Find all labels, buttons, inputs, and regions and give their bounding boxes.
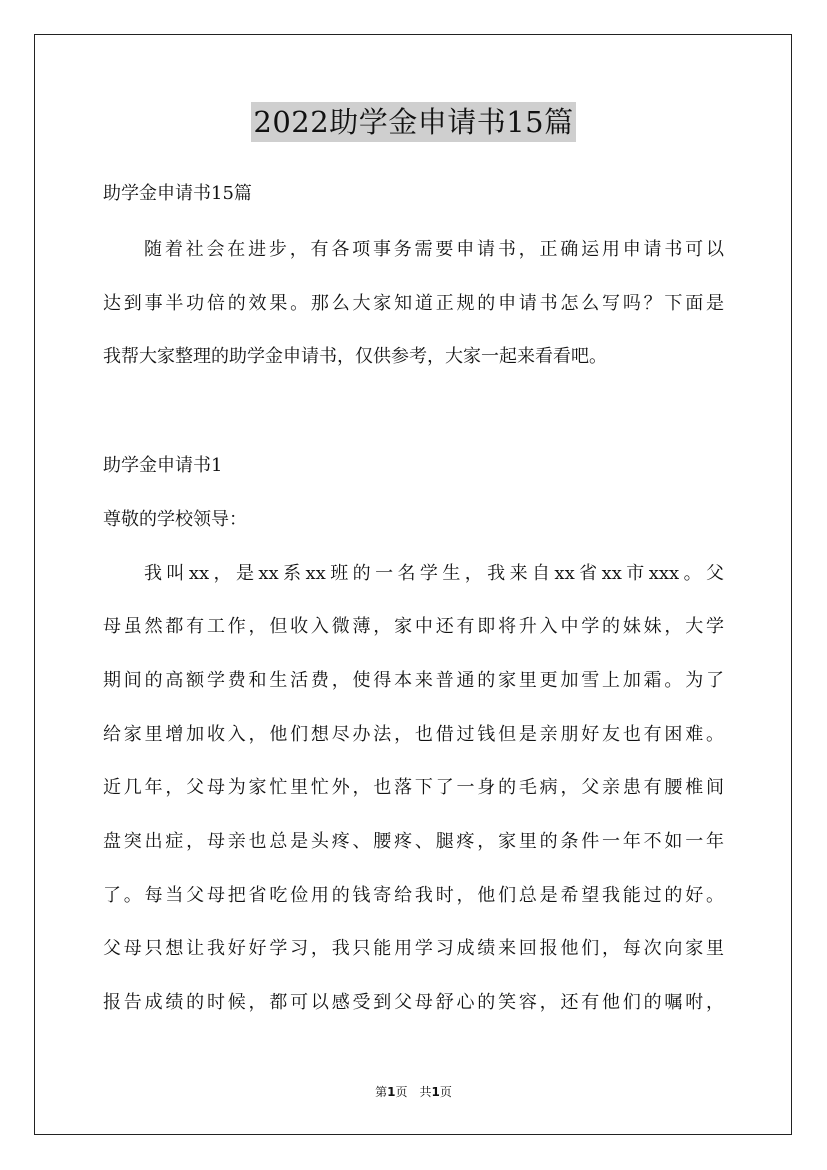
footer-page-current: 1 [387, 1085, 396, 1099]
document-title: 2022助学金申请书15篇 [251, 102, 575, 142]
footer-page-mid: 页 共 [395, 1085, 432, 1099]
body-line-1: 我叫xx，是xx系xx班的一名学生，我来自xx省xx市xxx。父 [144, 563, 724, 584]
footer-page-total: 1 [431, 1085, 440, 1099]
title-container [0, 102, 827, 142]
document-subtitle: 助学金申请书15篇 [103, 183, 252, 204]
intro-line-1: 随着社会在进步，有各项事务需要申请书，正确运用申请书可以 [144, 239, 724, 260]
footer-page-suffix: 页 [439, 1085, 452, 1099]
page-footer [0, 1084, 827, 1100]
body-line-6: 盘突出症，母亲也总是头疼、腰疼、腿疼，家里的条件一年不如一年 [103, 831, 724, 852]
body-line-3: 期间的高额学费和生活费，使得本来普通的家里更加雪上加霜。为了 [103, 670, 724, 691]
section-heading: 助学金申请书1 [103, 455, 223, 476]
body-line-9: 报告成绩的时候，都可以感受到父母舒心的笑容，还有他们的嘱咐， [103, 992, 724, 1013]
intro-line-2: 达到事半功倍的效果。那么大家知道正规的申请书怎么写吗？下面是 [103, 293, 724, 314]
body-line-7: 了。每当父母把省吃俭用的钱寄给我时，他们总是希望我能过的好。 [103, 885, 724, 906]
body-line-8: 父母只想让我好好学习，我只能用学习成绩来回报他们，每次向家里 [103, 938, 724, 959]
salutation: 尊敬的学校领导： [103, 509, 247, 530]
intro-line-3: 我帮大家整理的助学金申请书，仅供参考，大家一起来看看吧。 [103, 346, 607, 367]
body-line-5: 近几年，父母为家忙里忙外，也落下了一身的毛病，父亲患有腰椎间 [103, 777, 724, 798]
footer-page-prefix: 第 [375, 1085, 388, 1099]
body-line-2: 母虽然都有工作，但收入微薄，家中还有即将升入中学的妹妹，大学 [103, 616, 724, 637]
body-line-4: 给家里增加收入，他们想尽办法，也借过钱但是亲朋好友也有困难。 [103, 724, 724, 745]
